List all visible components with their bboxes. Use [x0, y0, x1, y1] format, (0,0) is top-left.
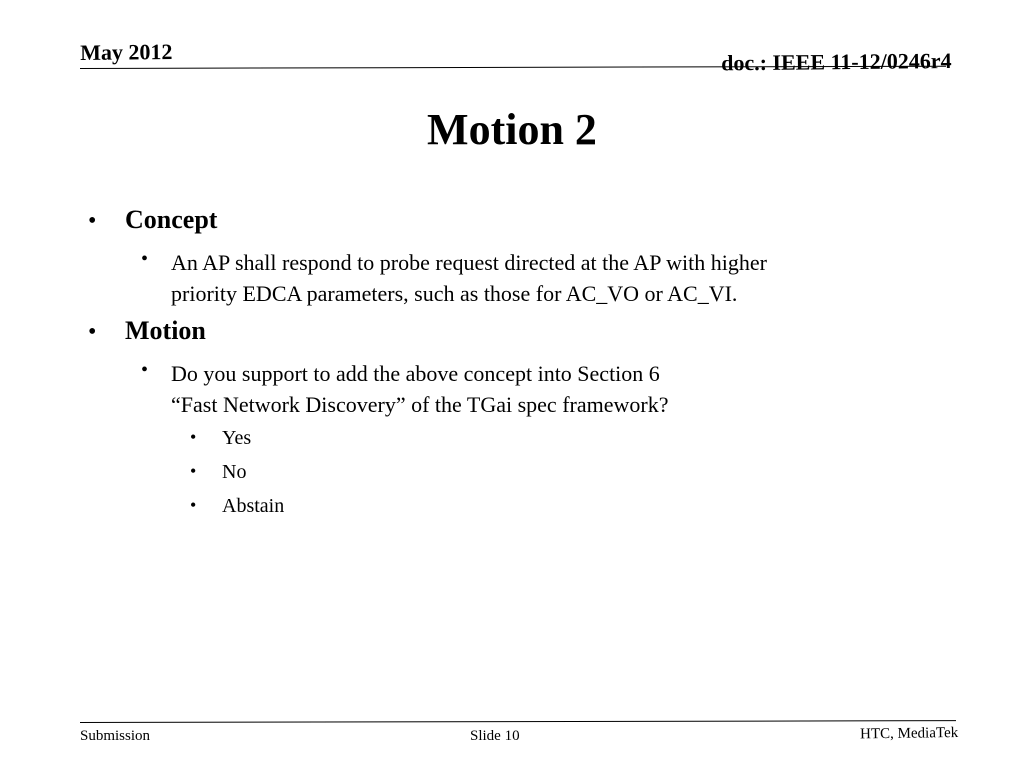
- bullet-glyph: •: [190, 461, 197, 481]
- concept-line-1: An AP shall respond to probe request directed at the AP with higher: [171, 250, 767, 275]
- motion-line-1: Do you support to add the above concept into Section 6: [171, 361, 660, 386]
- footer-slide-number: Slide 10: [470, 728, 520, 744]
- motion-heading: Motion: [125, 316, 206, 345]
- motion-option-yes: Yes: [222, 427, 252, 449]
- bullet-glyph: •: [141, 248, 149, 270]
- footer-submission: Submission: [80, 728, 151, 744]
- bullet-glyph: •: [190, 495, 197, 515]
- header-date: May 2012: [80, 39, 173, 65]
- footer-authors: HTC, MediaTek: [859, 725, 959, 743]
- bullet-glyph: •: [88, 208, 97, 234]
- bullet-glyph: •: [88, 319, 97, 345]
- motion-line-2: “Fast Network Discovery” of the TGai spec framework?: [171, 392, 669, 417]
- bullet-glyph: •: [141, 359, 149, 381]
- bullet-glyph: •: [190, 427, 197, 447]
- motion-option-abstain: Abstain: [222, 495, 285, 517]
- concept-heading: Concept: [125, 205, 218, 234]
- slide-title: Motion 2: [427, 105, 597, 154]
- motion-option-no: No: [222, 461, 247, 483]
- concept-line-2: priority EDCA parameters, such as those for AC_VO or AC_VI.: [171, 281, 738, 306]
- header-doc-id: doc.: IEEE 11-12/0246r4: [720, 48, 952, 76]
